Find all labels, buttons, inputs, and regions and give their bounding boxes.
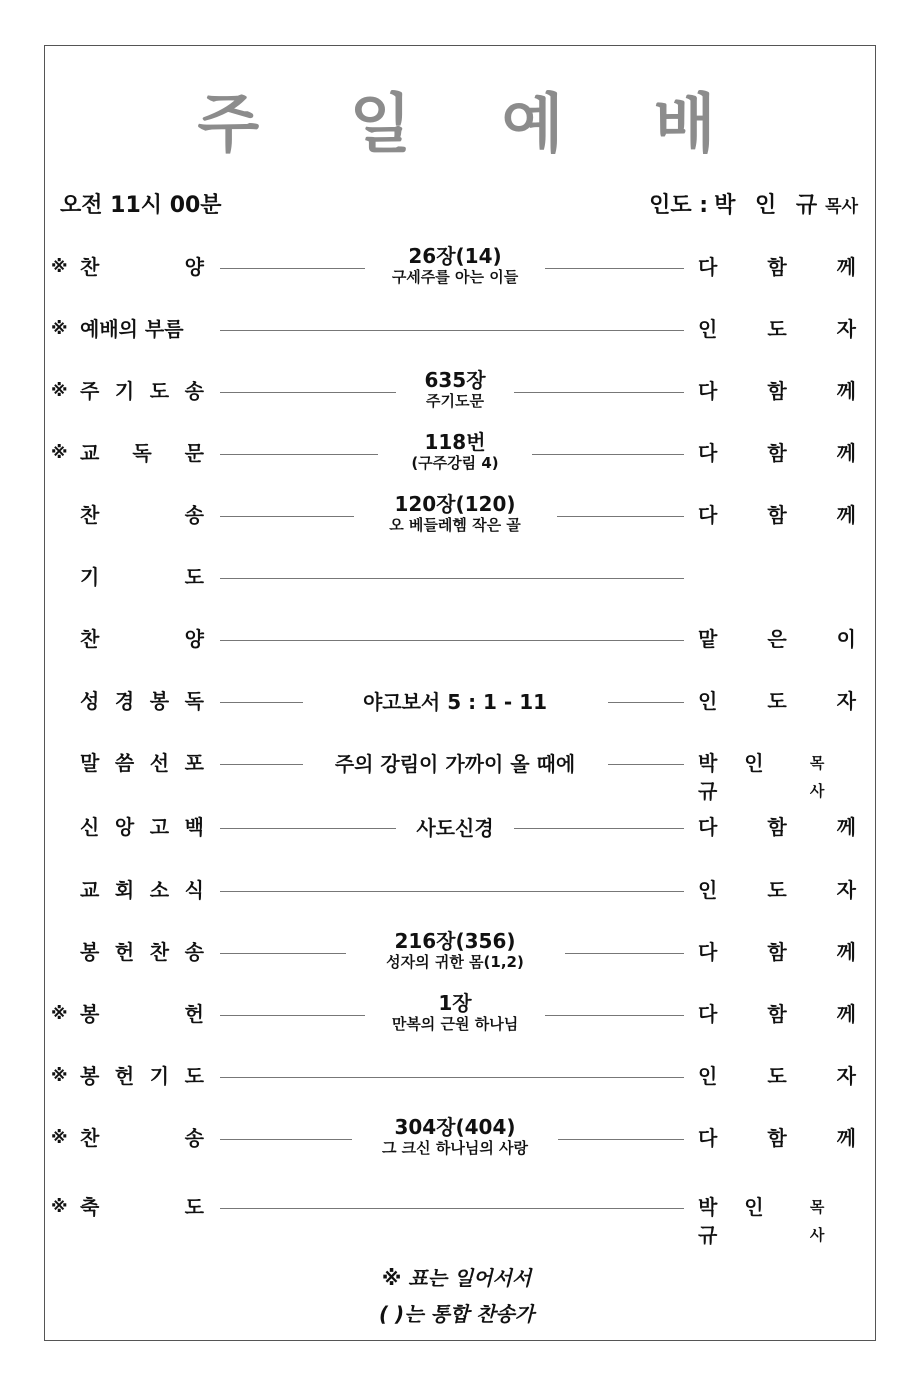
order-item xyxy=(0,553,913,603)
role-char: 은 xyxy=(767,627,787,651)
leader-line xyxy=(220,1208,684,1209)
item-label-char: 성 xyxy=(80,689,100,713)
item-label xyxy=(80,439,204,467)
role-char: 께 xyxy=(836,255,856,279)
standing-mark: ※ xyxy=(51,1197,68,1217)
service-time: 오전 11시 00분 xyxy=(60,193,222,218)
item-detail-main: 1장 xyxy=(438,991,472,1015)
item-detail-main: 사도신경 xyxy=(416,816,494,840)
order-item xyxy=(0,803,913,853)
role-char: 함 xyxy=(767,1126,787,1150)
item-label-char: 봉 xyxy=(149,689,170,713)
item-label-char: 소 xyxy=(149,878,170,902)
leader-line xyxy=(220,891,684,892)
item-label-char: 포 xyxy=(184,751,204,775)
item-detail xyxy=(230,1115,680,1157)
role-char: 께 xyxy=(836,815,856,839)
item-role xyxy=(698,315,856,343)
order-item xyxy=(0,243,913,293)
order-item xyxy=(0,677,913,727)
item-label-char: 고 xyxy=(149,815,170,839)
item-detail xyxy=(230,929,680,971)
order-item xyxy=(0,866,913,916)
item-label-char: 봉 xyxy=(80,940,100,964)
standing-mark: ※ xyxy=(51,443,68,463)
item-label xyxy=(80,813,204,841)
item-role xyxy=(698,1124,856,1152)
role-char: 자 xyxy=(836,1064,856,1088)
role-char: 함 xyxy=(767,255,787,279)
order-item xyxy=(0,1114,913,1164)
role-char: 함 xyxy=(767,379,787,403)
standing-mark: ※ xyxy=(51,257,68,277)
leader-line xyxy=(220,1077,684,1078)
item-label-char: 찬 xyxy=(80,627,100,651)
item-detail xyxy=(230,752,680,776)
item-detail-main: 216장(356) xyxy=(394,929,516,953)
leader-title: 목사 xyxy=(825,197,858,217)
item-label xyxy=(80,563,204,591)
role-char: 함 xyxy=(767,1002,787,1026)
role-char: 께 xyxy=(836,379,856,403)
item-label-char: 문 xyxy=(184,441,204,465)
item-label-char: 기 xyxy=(114,379,135,403)
item-label-char: 축 xyxy=(80,1195,100,1219)
page-title: 주 일 예 배 xyxy=(197,88,750,162)
standing-mark: ※ xyxy=(51,1066,68,1086)
note-hymnal: ( )는 통합 찬송가 xyxy=(378,1302,535,1326)
item-label-char: 씀 xyxy=(114,751,135,775)
order-item xyxy=(0,615,913,665)
item-label-char: 도 xyxy=(184,565,204,589)
leader-line xyxy=(220,330,684,331)
item-label-char: 봉 xyxy=(80,1002,100,1026)
item-detail xyxy=(230,368,680,410)
item-label-char: 찬 xyxy=(80,503,100,527)
item-label-char: 송 xyxy=(184,1126,204,1150)
item-label-char: 송 xyxy=(184,503,204,527)
item-role xyxy=(698,687,856,715)
standing-mark: ※ xyxy=(51,1128,68,1148)
leader-line xyxy=(220,640,684,641)
item-role xyxy=(698,625,856,653)
item-detail-main: 주의 강림이 가까이 올 때에 xyxy=(334,752,576,776)
item-detail-sub: 만복의 근원 하나님 xyxy=(391,1015,519,1033)
item-label-char: 양 xyxy=(184,255,204,279)
role-char: 다 xyxy=(698,255,718,279)
order-item xyxy=(0,429,913,479)
role-char: 인 xyxy=(698,878,718,902)
item-label-char: 기 xyxy=(80,565,100,589)
order-item xyxy=(0,367,913,417)
item-label xyxy=(80,749,204,777)
role-char: 함 xyxy=(767,441,787,465)
role-char: 께 xyxy=(836,503,856,527)
item-label-char: 헌 xyxy=(184,1002,204,1026)
standing-mark: ※ xyxy=(51,319,68,339)
item-label xyxy=(80,1062,204,1090)
item-detail-sub: 주기도문 xyxy=(426,392,484,410)
item-label-char: 찬 xyxy=(80,1126,100,1150)
role-char: 다 xyxy=(698,940,718,964)
item-label-char: 주 xyxy=(80,379,100,403)
item-label xyxy=(80,687,204,715)
role-char: 인 xyxy=(698,689,718,713)
role-char: 다 xyxy=(698,379,718,403)
item-role xyxy=(698,1193,856,1247)
item-role xyxy=(698,876,856,904)
item-label-char: 찬 xyxy=(80,255,100,279)
item-role xyxy=(698,1062,856,1090)
role-char: 함 xyxy=(767,815,787,839)
role-char: 인 xyxy=(698,317,718,341)
leader-prefix: 인도 : xyxy=(649,193,709,218)
role-char: 께 xyxy=(836,1002,856,1026)
role-char: 도 xyxy=(767,878,787,902)
role-char: 께 xyxy=(836,1126,856,1150)
item-label-char: 교 xyxy=(80,441,100,465)
item-detail-sub: 성자의 귀한 몸(1,2) xyxy=(386,953,524,971)
standing-mark: ※ xyxy=(51,381,68,401)
item-label-char: 독 xyxy=(132,441,152,465)
item-label xyxy=(80,501,204,529)
item-role xyxy=(698,253,856,281)
role-char: 자 xyxy=(836,317,856,341)
role-char: 다 xyxy=(698,815,718,839)
item-label-char: 양 xyxy=(184,627,204,651)
item-label-char: 예배의 부름 xyxy=(80,317,184,341)
order-item xyxy=(0,928,913,978)
role-char: 이 xyxy=(836,627,856,651)
role-name: 박 인 규 xyxy=(698,751,774,803)
role-char: 함 xyxy=(767,940,787,964)
order-item xyxy=(0,491,913,541)
standing-mark: ※ xyxy=(51,1004,68,1024)
role-name: 박 인 규 xyxy=(698,1195,774,1247)
item-label-char: 송 xyxy=(184,940,204,964)
item-label-char: 도 xyxy=(184,1195,204,1219)
item-label xyxy=(80,253,204,281)
role-char: 도 xyxy=(767,1064,787,1088)
item-role xyxy=(698,439,856,467)
item-label-char: 신 xyxy=(80,815,100,839)
item-label xyxy=(80,938,204,966)
item-detail-main: 120장(120) xyxy=(394,492,516,516)
item-detail-main: 635장 xyxy=(424,368,486,392)
item-label-char: 독 xyxy=(184,689,204,713)
item-label-char: 송 xyxy=(184,379,204,403)
item-label-char: 선 xyxy=(149,751,170,775)
item-label-char: 말 xyxy=(80,751,100,775)
item-role xyxy=(698,813,856,841)
item-label-char: 봉 xyxy=(80,1064,100,1088)
item-role xyxy=(698,377,856,405)
role-title: 목 사 xyxy=(809,754,831,800)
item-detail-sub: 오 베들레헴 작은 골 xyxy=(389,516,521,534)
item-label-char: 기 xyxy=(149,1064,170,1088)
item-label-char: 회 xyxy=(114,878,135,902)
item-role xyxy=(698,749,856,803)
item-detail xyxy=(230,816,680,840)
item-label-char: 백 xyxy=(184,815,204,839)
item-detail-sub: 그 크신 하나님의 사랑 xyxy=(381,1139,529,1157)
role-char: 인 xyxy=(698,1064,718,1088)
item-label xyxy=(80,625,204,653)
item-label-char: 경 xyxy=(114,689,135,713)
role-char: 께 xyxy=(836,940,856,964)
role-char: 다 xyxy=(698,441,718,465)
item-label-char: 헌 xyxy=(114,940,135,964)
item-detail xyxy=(230,690,680,714)
item-detail-sub: 구세주를 아는 이들 xyxy=(391,268,519,286)
item-detail-main: 118번 xyxy=(424,430,486,454)
role-char: 맡 xyxy=(698,627,718,651)
order-item xyxy=(0,990,913,1040)
item-label xyxy=(80,315,204,343)
role-char: 함 xyxy=(767,503,787,527)
item-label xyxy=(80,377,204,405)
item-role xyxy=(698,501,856,529)
role-char: 도 xyxy=(767,689,787,713)
item-detail-main: 26장(14) xyxy=(408,244,502,268)
item-detail xyxy=(230,991,680,1033)
item-label-char: 헌 xyxy=(114,1064,135,1088)
item-detail xyxy=(230,492,680,534)
order-item xyxy=(0,1183,913,1247)
role-title: 목 사 xyxy=(809,1198,831,1244)
role-char: 다 xyxy=(698,1126,718,1150)
item-detail xyxy=(230,430,680,472)
order-item xyxy=(0,1052,913,1102)
item-label-char: 도 xyxy=(184,1064,204,1088)
item-label xyxy=(80,1193,204,1221)
item-label xyxy=(80,1000,204,1028)
item-detail-main: 304장(404) xyxy=(394,1115,516,1139)
item-label-char: 도 xyxy=(149,379,170,403)
role-char: 자 xyxy=(836,689,856,713)
item-role xyxy=(698,1000,856,1028)
leader-line xyxy=(220,578,684,579)
role-char: 자 xyxy=(836,878,856,902)
item-label xyxy=(80,876,204,904)
role-char: 도 xyxy=(767,317,787,341)
item-label-char: 앙 xyxy=(114,815,135,839)
note-standing: ※ 표는 일어서서 xyxy=(381,1266,532,1290)
order-item xyxy=(0,305,913,355)
item-role xyxy=(698,938,856,966)
role-char: 다 xyxy=(698,1002,718,1026)
item-label-char: 찬 xyxy=(149,940,170,964)
order-item xyxy=(0,739,913,803)
item-detail-sub: (구주강림 4) xyxy=(411,454,499,472)
item-detail-main: 야고보서 5 : 1 - 11 xyxy=(362,690,548,714)
item-label xyxy=(80,1124,204,1152)
service-leader xyxy=(649,188,858,219)
role-char: 께 xyxy=(836,441,856,465)
item-label-char: 교 xyxy=(80,878,100,902)
item-label-char: 식 xyxy=(184,878,204,902)
role-char: 다 xyxy=(698,503,718,527)
leader-name: 박 인 규 xyxy=(714,193,824,218)
item-detail xyxy=(230,244,680,286)
